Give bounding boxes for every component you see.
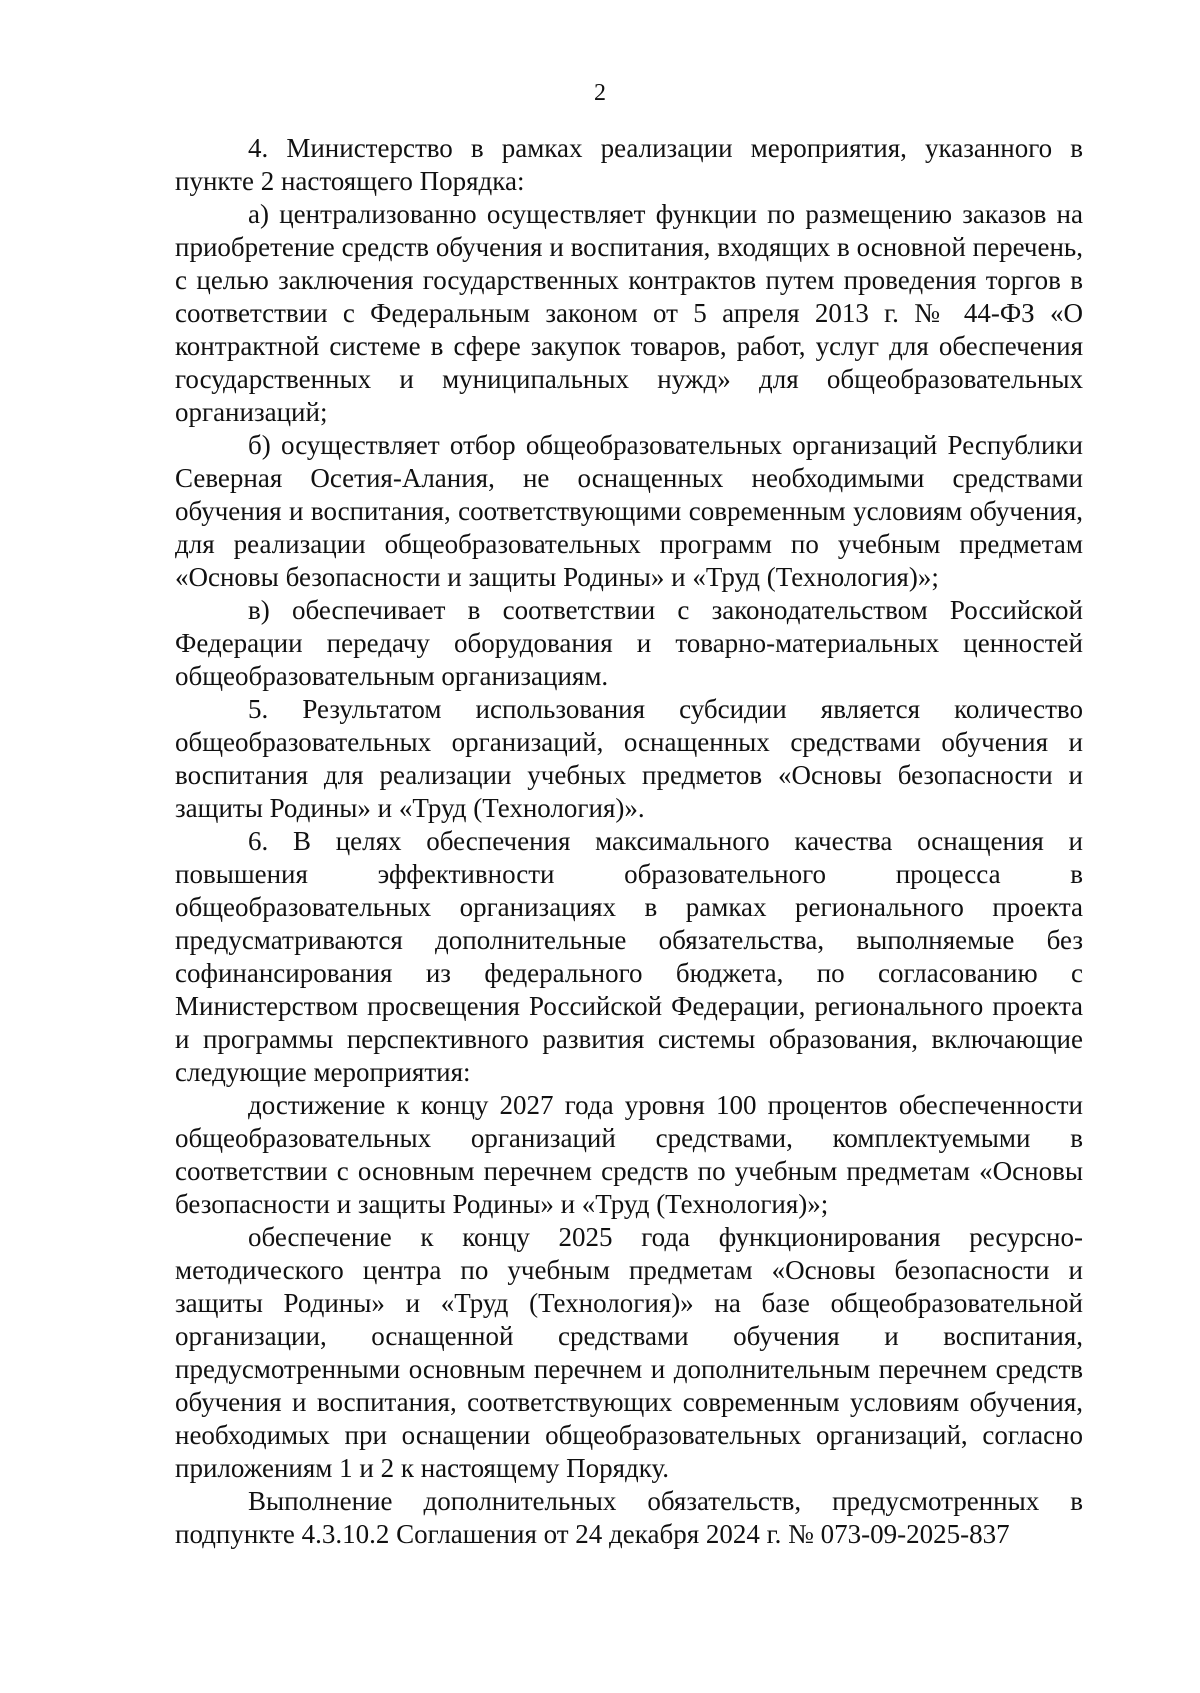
paragraph-fulfillment: Выполнение дополнительных обязательств, предусмотренных в подпункте 4.3.10.2 Соглашения от 24 декабря 2024 г. № 073-09-2025-837 bbox=[175, 1486, 1083, 1549]
paragraph-subitem-b: б) осуществляет отбор общеобразовательных организаций Республики Северная Осетия-Алания, не оснащенных необходимыми средствами обучения и воспитания, соответствующими современным условиям обучения, для реализации общеобразовательных программ по учебным предметам «Основы безопасности и защиты Родины» и «Труд (Технология)»; bbox=[175, 430, 1083, 592]
paragraph-measure-1: достижение к концу 2027 года уровня 100 процентов обеспеченности общеобразовательных организаций средствами, комплектуемыми в соответствии с основным перечнем средств по учебным предметам «Основы безопасности и защиты Родины» и «Труд (Технология)»; bbox=[175, 1090, 1083, 1219]
document-body bbox=[175, 132, 1083, 1551]
paragraph-subitem-a: а) централизованно осуществляет функции по размещению заказов на приобретение средств обучения и воспитания, входящих в основной перечень, с целью заключения государственных контрактов путем проведения торгов в соответствии с Федеральным законом от 5 апреля 2013 г. № 44-ФЗ «О контрактной системе в сфере закупок товаров, работ, услуг для обеспечения государственных и муниципальных нужд» для общеобразовательных организаций; bbox=[175, 199, 1083, 427]
paragraph-item-5: 5. Результатом использования субсидии является количество общеобразовательных организаций, оснащенных средствами обучения и воспитания для реализации учебных предметов «Основы безопасности и защиты Родины» и «Труд (Технология)». bbox=[175, 694, 1083, 823]
page-number: 2 bbox=[594, 80, 606, 106]
paragraph-subitem-v: в) обеспечивает в соответствии с законодательством Российской Федерации передачу оборудования и товарно-материальных ценностей общеобразовательным организациям. bbox=[175, 595, 1083, 691]
paragraph-measure-2: обеспечение к концу 2025 года функционирования ресурсно-методического центра по учебным предметам «Основы безопасности и защиты Родины» и «Труд (Технология)» на базе общеобразовательной организации, оснащенной средствами обучения и воспитания, предусмотренными основным перечнем и дополнительным перечнем средств обучения и воспитания, соответствующих современным условиям обучения, необходимых при оснащении общеобразовательных организаций, согласно приложениям 1 и 2 к настоящему Порядку. bbox=[175, 1222, 1083, 1483]
paragraph-item-6: 6. В целях обеспечения максимального качества оснащения и повышения эффективности образовательного процесса в общеобразовательных организациях в рамках регионального проекта предусматриваются дополнительные обязательства, выполняемые без софинансирования из федерального бюджета, по согласованию с Министерством просвещения Российской Федерации, регионального проекта и программы перспективного развития системы образования, включающие следующие мероприятия: bbox=[175, 826, 1083, 1087]
paragraph-item-4: 4. Министерство в рамках реализации мероприятия, указанного в пункте 2 настоящего Порядка: bbox=[175, 133, 1083, 196]
